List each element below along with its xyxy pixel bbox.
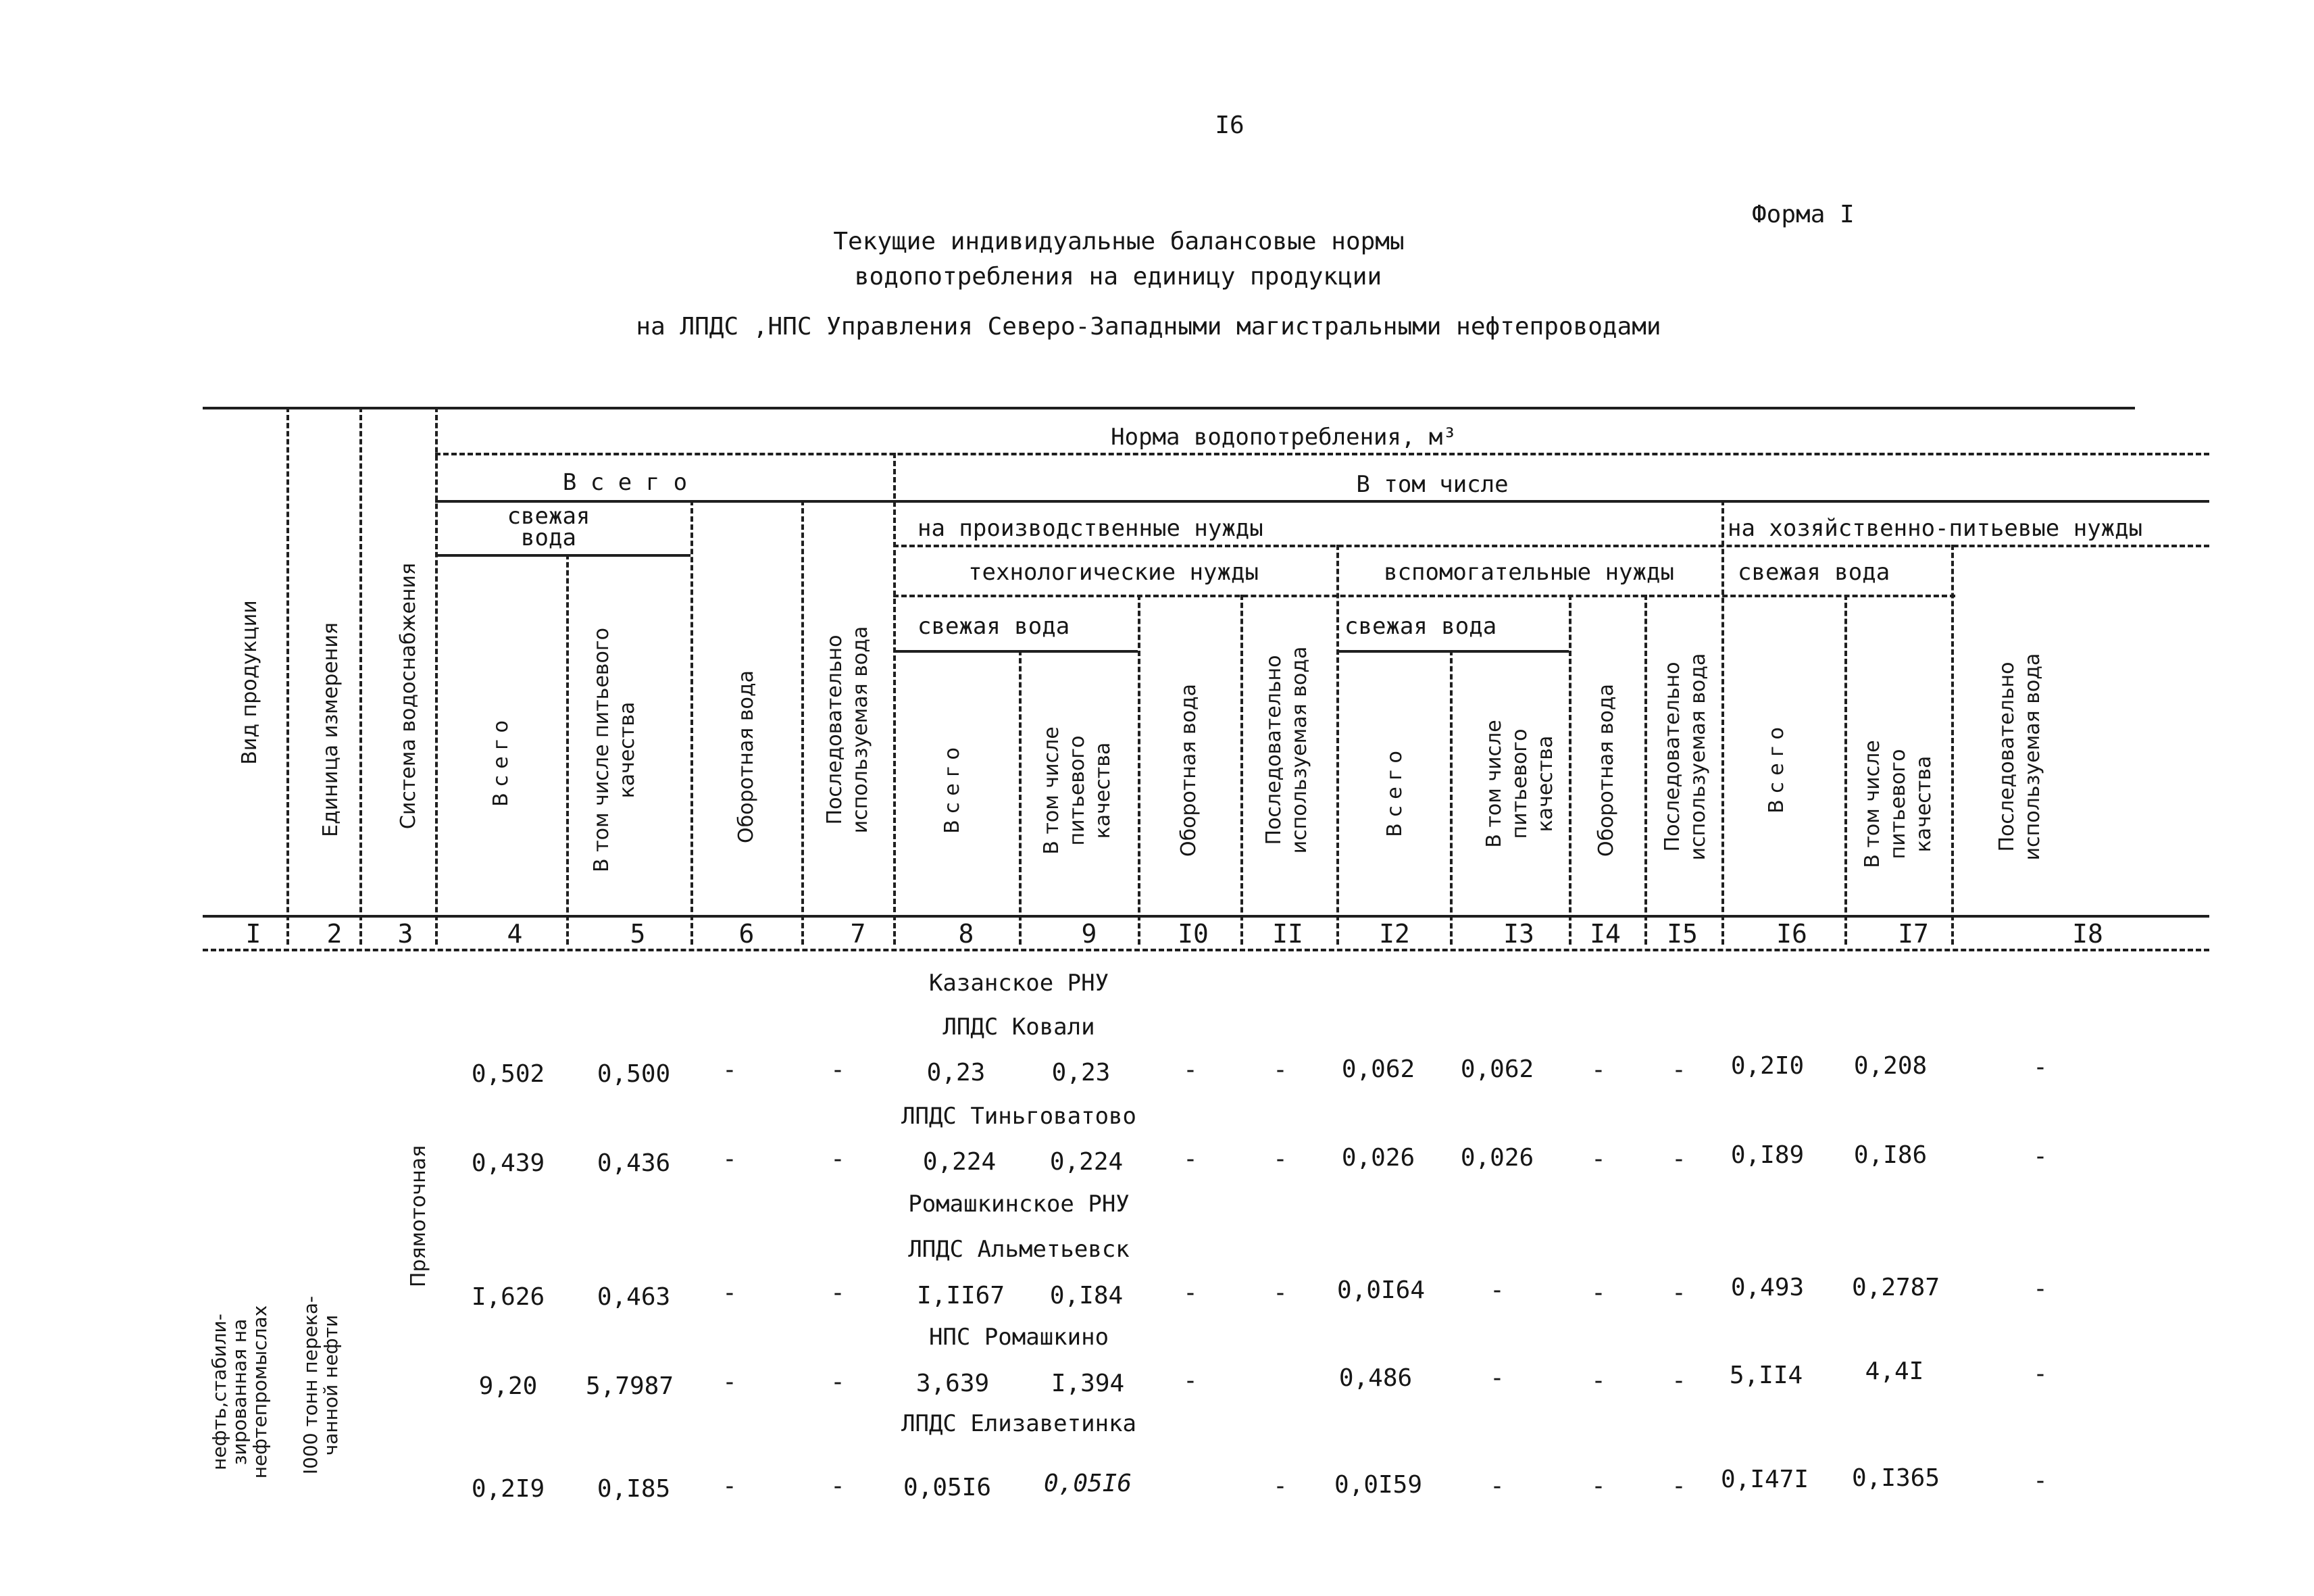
header-c5: В том числе питьевого качества bbox=[590, 628, 639, 872]
row-label-vid: нефть,стабили- зированная на нефтепромыслах bbox=[208, 1305, 271, 1479]
col-number: I4 bbox=[1590, 919, 1621, 949]
cell: - bbox=[2033, 1360, 2048, 1388]
header-c16: В с е г о bbox=[1765, 727, 1788, 814]
cell: 0,062 bbox=[1460, 1055, 1534, 1083]
cell: 0,486 bbox=[1338, 1364, 1413, 1392]
cell: 0,439 bbox=[471, 1149, 545, 1177]
cell: - bbox=[1273, 1056, 1288, 1084]
cell: 0,0I64 bbox=[1336, 1276, 1426, 1304]
cell: 0,463 bbox=[597, 1283, 671, 1311]
col-number: 7 bbox=[850, 919, 866, 949]
page-number: I6 bbox=[1215, 111, 1244, 139]
cell: 0,026 bbox=[1460, 1144, 1534, 1172]
header-vspom-svezh: свежая вода bbox=[1344, 613, 1497, 640]
header-v-tom-chisle: В том числе bbox=[1356, 471, 1509, 498]
cell: - bbox=[1591, 1056, 1606, 1084]
cell: 0,2I0 bbox=[1730, 1052, 1805, 1080]
cell: - bbox=[1671, 1279, 1686, 1307]
cell: - bbox=[2033, 1143, 2048, 1170]
cell: - bbox=[1671, 1145, 1686, 1173]
header-tekh-svezh: свежая вода bbox=[917, 613, 1070, 640]
header-c6: Оборотная вода bbox=[734, 670, 758, 844]
cell: 0,05I6 bbox=[903, 1474, 992, 1501]
cell: - bbox=[1490, 1364, 1505, 1392]
cell: 9,20 bbox=[478, 1372, 538, 1400]
header-c15: Последовательно используемая вода bbox=[1661, 653, 1710, 861]
cell: - bbox=[722, 1279, 737, 1307]
col-number: I2 bbox=[1379, 919, 1410, 949]
cell: 0,500 bbox=[597, 1060, 671, 1088]
cell: - bbox=[1671, 1056, 1686, 1084]
cell: 0,23 bbox=[1051, 1059, 1111, 1087]
cell: 0,062 bbox=[1341, 1055, 1415, 1083]
col-number: 3 bbox=[397, 919, 413, 949]
cell: - bbox=[1591, 1472, 1606, 1500]
cell: - bbox=[1671, 1367, 1686, 1395]
cell: 0,2I9 bbox=[471, 1475, 545, 1503]
header-c13: В том числе питьевого качества bbox=[1482, 720, 1557, 848]
header-c10: Оборотная вода bbox=[1177, 683, 1201, 857]
cell: 5,7987 bbox=[585, 1372, 674, 1400]
cell: - bbox=[1671, 1472, 1686, 1500]
cell: - bbox=[722, 1368, 737, 1396]
cell: 0,224 bbox=[1049, 1148, 1124, 1176]
cell: - bbox=[830, 1145, 845, 1173]
row-label-unit: I000 тонн перека- чанной нефти bbox=[299, 1295, 342, 1475]
cell: 0,493 bbox=[1730, 1274, 1805, 1301]
col-number: I5 bbox=[1667, 919, 1698, 949]
col-number: I bbox=[245, 919, 261, 949]
header-vsego-group: В с е г о bbox=[562, 469, 688, 496]
cell: 0,502 bbox=[471, 1060, 545, 1088]
cell: - bbox=[830, 1368, 845, 1396]
section-header: ЛПДС Тиньговатово bbox=[901, 1103, 1136, 1130]
section-header: ЛПДС Альметьевск bbox=[908, 1236, 1130, 1263]
col-number: I0 bbox=[1178, 919, 1209, 949]
header-col-vid: Вид продукции bbox=[238, 600, 261, 765]
col-number: I8 bbox=[2072, 919, 2103, 949]
cell: 0,I84 bbox=[1049, 1282, 1124, 1310]
cell: 0,I89 bbox=[1730, 1141, 1805, 1169]
section-header: Ромашкинское РНУ bbox=[908, 1191, 1130, 1218]
header-c14: Оборотная вода bbox=[1594, 683, 1618, 857]
header-khoz: на хозяйственно-питьевые нужды bbox=[1728, 515, 2143, 542]
cell: - bbox=[830, 1056, 845, 1084]
cell: 0,026 bbox=[1341, 1144, 1415, 1172]
header-khoz-svezh: свежая вода bbox=[1738, 559, 1890, 586]
col-number: 4 bbox=[507, 919, 523, 949]
cell: I,II67 bbox=[916, 1282, 1005, 1310]
cell: - bbox=[1490, 1472, 1505, 1500]
col-number: 8 bbox=[958, 919, 974, 949]
section-header: ЛПДС Ковали bbox=[942, 1014, 1095, 1041]
header-c4: В с е г о bbox=[489, 720, 513, 807]
cell: 0,I47I bbox=[1720, 1466, 1809, 1493]
col-number: 2 bbox=[326, 919, 343, 949]
header-c8: В с е г о bbox=[940, 747, 964, 834]
header-c9: В том числе питьевого качества bbox=[1040, 726, 1115, 855]
cell: 0,208 bbox=[1853, 1052, 1928, 1080]
header-c12: В с е г о bbox=[1383, 751, 1407, 837]
cell: - bbox=[1183, 1145, 1198, 1173]
cell: - bbox=[1490, 1276, 1505, 1304]
cell: - bbox=[722, 1056, 737, 1084]
header-vspom: вспомогательные нужды bbox=[1384, 559, 1674, 586]
cell: - bbox=[1591, 1367, 1606, 1395]
col-number: I6 bbox=[1776, 919, 1807, 949]
header-c18: Последовательно используемая вода bbox=[1995, 653, 2044, 861]
header-c17: В том числе питьевого качества bbox=[1861, 740, 1936, 868]
cell: 0,224 bbox=[922, 1148, 997, 1176]
cell: - bbox=[1183, 1367, 1198, 1395]
cell: 0,I86 bbox=[1853, 1141, 1928, 1169]
title-line-1: Текущие индивидуальные балансовые нормы bbox=[833, 228, 1405, 255]
section-header: ЛПДС Елизаветинка bbox=[901, 1410, 1136, 1437]
cell: - bbox=[722, 1145, 737, 1173]
cell: 0,I365 bbox=[1851, 1464, 1940, 1492]
header-c7: Последовательно используемая вода bbox=[823, 626, 872, 834]
col-number: 6 bbox=[738, 919, 755, 949]
col-number: 9 bbox=[1081, 919, 1097, 949]
header-tekh: технологические нужды bbox=[968, 559, 1259, 586]
cell: 0,0I59 bbox=[1334, 1471, 1423, 1499]
cell: 0,05I6 bbox=[1043, 1470, 1132, 1497]
col-number: I7 bbox=[1898, 919, 1929, 949]
cell: I,394 bbox=[1051, 1370, 1125, 1397]
cell: - bbox=[830, 1472, 845, 1500]
header-svezh-voda-group: свежая вода bbox=[507, 503, 590, 551]
cell: - bbox=[1273, 1279, 1288, 1307]
title-line-3: на ЛПДС ,НПС Управления Северо-Западными магистральными нефтепроводами bbox=[636, 313, 1661, 341]
cell: 0,23 bbox=[926, 1059, 986, 1087]
col-number: 5 bbox=[630, 919, 646, 949]
cell: - bbox=[2033, 1053, 2048, 1081]
header-proizv: на производственные нужды bbox=[917, 515, 1263, 542]
cell: - bbox=[1591, 1279, 1606, 1307]
cell: - bbox=[1273, 1145, 1288, 1173]
header-col-system: Система водоснабжения bbox=[397, 562, 420, 830]
cell: - bbox=[830, 1279, 845, 1307]
header-col-unit: Единица измерения bbox=[319, 622, 343, 837]
header-c11: Последовательно используемая вода bbox=[1262, 646, 1311, 854]
cell: 0,2787 bbox=[1851, 1274, 1940, 1301]
col-number: I3 bbox=[1503, 919, 1534, 949]
row-label-system: Прямоточная bbox=[407, 1145, 430, 1288]
cell: 3,639 bbox=[915, 1370, 990, 1397]
cell: 0,436 bbox=[597, 1149, 671, 1177]
cell: - bbox=[1183, 1056, 1198, 1084]
cell: 4,4I bbox=[1865, 1357, 1924, 1385]
section-header: НПС Ромашкино bbox=[928, 1324, 1109, 1351]
cell: - bbox=[1273, 1472, 1288, 1500]
header-norma: Норма водопотребления, м³ bbox=[1111, 424, 1457, 451]
form-label: Форма I bbox=[1752, 201, 1855, 228]
cell: - bbox=[1183, 1279, 1198, 1307]
title-line-2: водопотребления на единицу продукции bbox=[854, 263, 1382, 291]
cell: 0,I85 bbox=[597, 1475, 671, 1503]
col-number: II bbox=[1272, 919, 1303, 949]
section-header: Казанское РНУ bbox=[928, 970, 1109, 997]
cell: - bbox=[722, 1472, 737, 1500]
cell: - bbox=[2033, 1467, 2048, 1495]
cell: 5,II4 bbox=[1729, 1362, 1803, 1389]
cell: - bbox=[1591, 1145, 1606, 1173]
cell: - bbox=[2033, 1275, 2048, 1303]
cell: I,626 bbox=[471, 1283, 545, 1311]
